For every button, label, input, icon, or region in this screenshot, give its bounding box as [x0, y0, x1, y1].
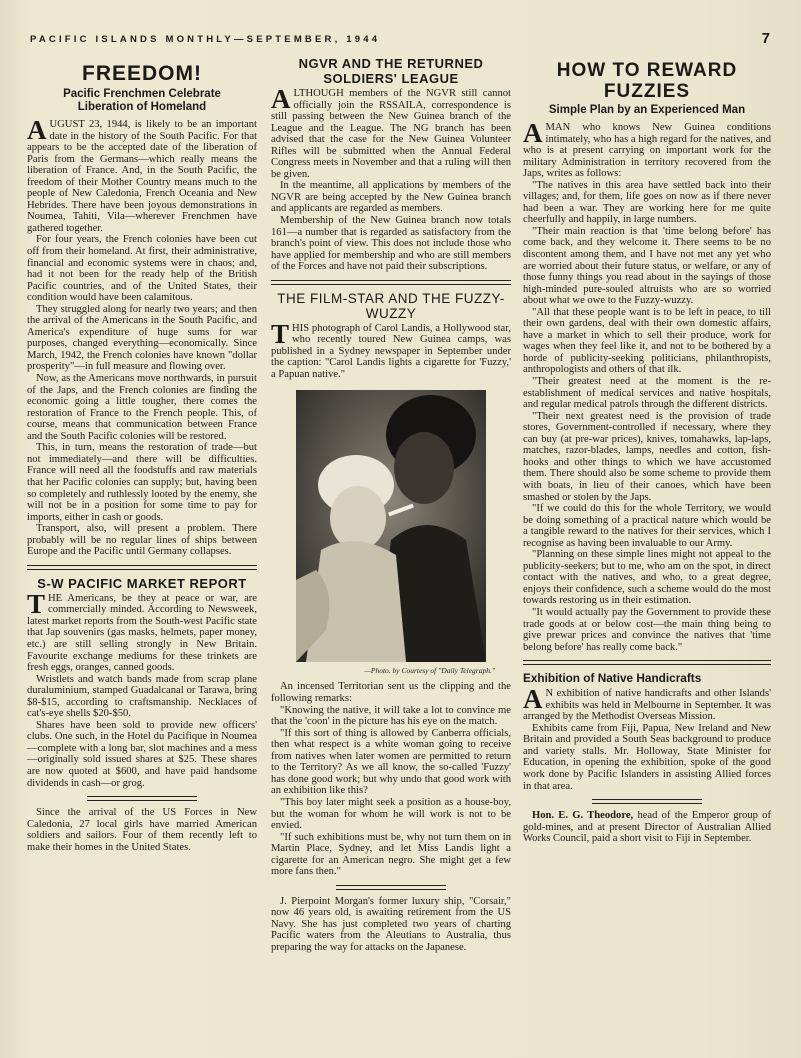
- drop-cap: T: [271, 318, 290, 349]
- fuzzies-paragraph: "All that these people want is to be left in peace, to till their own gardens, deal with their own domestic affairs, have a market in which to sell their produce, work for wages when they feel like it, and not to be bothered by a horde of publicity-seeking politicians, philanthropists, anthropologists and others of that ilk.: [523, 306, 771, 376]
- handicrafts-title: Exhibition of Native Handicrafts: [523, 671, 702, 686]
- drop-cap: A: [523, 118, 543, 148]
- column-right: [523, 56, 771, 845]
- photo-image: [296, 390, 486, 662]
- drop-cap: T: [27, 588, 46, 619]
- ngvr-paragraph: ALTHOUGH members of the NGVR still cannot officially join the RSSAILA, correspondence is still passing between the New Guinea branch of the League and the League. The NG branch has been advised that the case for the New Guinea Volunteer Rifles will be submitted when the Annual Federal Congress meets in November and that a ruling will then be given.: [271, 84, 511, 180]
- divider-rule: [336, 885, 446, 890]
- market-report-title: S-W PACIFIC MARKET REPORT: [37, 575, 247, 591]
- fuzzies-paragraph: "Their greatest need at the moment is the re-establishment of medical services and native hospitals, and regular medical patrols through the different districts.: [523, 376, 771, 411]
- ngvr-paragraph: In the meantime, all applications by members of the NGVR are being accepted by the New Guinea branch and applicants are regarded as members.: [271, 180, 511, 215]
- theodore-item: Hon. E. G. Theodore, head of the Emperor group of gold-mines, and at present Director of Australian Allied Works Council, paid a short visit to Fiji in September.: [523, 810, 771, 845]
- divider-rule: [271, 280, 511, 285]
- market-report-article: [27, 576, 257, 853]
- filmstar-title: THE FILM-STAR AND THE FUZZY-WUZZY: [277, 290, 505, 321]
- drop-cap: A: [27, 115, 47, 145]
- fuzzies-title: HOW TO REWARD FUZZIES: [556, 60, 738, 102]
- freedom-subtitle: Pacific Frenchmen Celebrate Liberation of Homeland: [63, 88, 221, 113]
- filmstar-paragraph: An incensed Territorian sent us the clipping and the following remarks:: [271, 681, 511, 705]
- column-middle: [271, 56, 511, 954]
- morgan-item: J. Pierpoint Morgan's former luxury ship, "Corsair," now 46 years old, is awaiting retirement from the US Navy. She has just completed two years of charting Pacific waters from the Aleutians to Australia, thus preparing the way for attacks on the Japanese.: [271, 895, 511, 953]
- fuzzies-paragraph: "Planning on these simple lines might not appeal to the publicity-seekers; but to me, who am on the spot, in direct contact with the natives, and who, to a great degree, enjoys their confidence, such a scheme would do the most towards restoring us in their estimation.: [523, 549, 771, 607]
- market-paragraph: THE Americans, be they at peace or war, are commercially minded. According to Newsweek, latest market reports from the South-west Pacific state that Jap souvenirs (gas masks, helmets, paper money, etc.) are still selling strongly in New Britain. Favourite exchange mediums for these trinkets are fresh eggs, oranges, canned goods.: [27, 588, 257, 674]
- freedom-paragraph: Transport, also, will present a problem. There probably will be no regular lines of ships between Europe and the Pacific until Germany collapses.: [27, 523, 257, 558]
- theodore-name: Hon. E. G. Theodore,: [532, 810, 634, 822]
- filmstar-intro: THIS photograph of Carol Landis, a Hollywood star, who recently toured New Guinea camps, was published in a Sydney newspaper in September under the caption: "Carol Landis lights a cigarette for 'Fuzzy,' a Papuan native.": [271, 318, 511, 380]
- market-paragraph: Wristlets and watch bands made from scrap plane duraluminium, stamped Guadalcanal or Tarawa, bring $8-$15, according to craftsmanship. Necklaces of cat's-eye shells $20-$50.: [27, 673, 257, 720]
- filmstar-paragraph: "This boy later might seek a position as a house-boy, but the woman for whom he will work is not to be envied.: [271, 796, 511, 832]
- page-number: 7: [761, 30, 770, 47]
- filmstar-paragraph: "Knowing the native, it will take a lot to convince me that the 'coon' in the picture has his eye on the match.: [271, 704, 511, 728]
- filmstar-paragraph: "If this sort of thing is allowed by Canberra officials, then what respect is a white woman going to receive from natives when later women are permitted to return to the Territory? As we all know, the so-called 'Fuzzy' has done good work; but why undo that good work with an exhibition like this?: [271, 727, 511, 797]
- freedom-paragraph: They struggled along for nearly two years; and then the arrival of the Americans in the South Pacific, and America's expenditure of huge sums for war purposes, changed everything—economically. Since March, 1942, the French colonies have known "dollar prosperity"—in full measure and flowing over.: [27, 303, 257, 373]
- page-header: [30, 30, 770, 50]
- ngvr-article: [271, 56, 511, 273]
- divider-rule: [523, 660, 771, 665]
- fuzzies-paragraph: "Their next greatest need is the provision of trade stores, Government-controlled if necessary, where they can buy (at pre-war prices), knives, tomahawks, lap-laps, matches, razor-blades, lamps, needles and cotton, fish-hooks and other things to which we have accustomed them. There should also be some scheme to provide them with boats, in lieu of their canoes, which have been smashed or stolen by the Japs.: [523, 410, 771, 503]
- freedom-title: FREEDOM!: [82, 62, 202, 85]
- drop-cap: A: [523, 684, 543, 715]
- fuzzies-subtitle: Simple Plan by an Experienced Man: [548, 104, 746, 116]
- freedom-paragraph: AUGUST 23, 1944, is likely to be an important date in the history of the South Pacific. For that appears to be the accepted date of the liberation of Paris from the Germans—which really means the liberation of France. And, in the South Pacific, the freedom of their Mother Country means much to the people of New Caledonia, French Oceania and New Hebrides. There have been joyous demonstrations in Noumea, Tahiti, Vila—wherever Frenchmen have gathered together.: [27, 115, 257, 234]
- newspaper-photo: [296, 390, 486, 662]
- market-paragraph: Shares have been sold to provide new officers' clubs. One such, in the Hotel du Pacifique in Noumea—complete with a long bar, slot machines and a mess—originally sold issued shares at $25. These shares are now quoted at $600, and have paid handsome dividends in cash—or grog.: [27, 719, 257, 789]
- divider-rule: [592, 799, 702, 804]
- drop-cap: A: [271, 84, 291, 114]
- fuzzies-paragraph: "It would actually pay the Government to provide these trade goods at or below cost—the main thing being to give prewar prices and convince the natives that 'time belong before' has really come back.": [523, 606, 771, 653]
- freedom-paragraph: Now, as the Americans move northwards, in pursuit of the Japs, and the French colonies are finding the economic going a little tougher, there comes the restoration of France to the French people. This, of course, means that communication between France and the South Pacific colonies will be restored.: [27, 373, 257, 442]
- fuzzies-paragraph: "Their main reaction is that 'time belong before' has come back, and they welcome it. There seems to be no discontent among them, and I have not met any yet who are worried about their future status, or welfare, or any of those funny things you read about in the sayings of those high-minded pure-souled altruists who are so worried about what we owe to the Fuzzy-wuzzy.: [523, 225, 771, 307]
- freedom-paragraph: This, in turn, means the restoration of trade—but not immediately—and there will be difficulties. France will need all the foodstuffs and raw materials that her Pacific colonies can supply; but, having been so completely and ruthlessly looted by the enemy, she will not be in a position for some time to pay for imports, either in cash or goods.: [27, 442, 257, 523]
- running-head: PACIFIC ISLANDS MONTHLY—SEPTEMBER, 1944: [30, 34, 381, 45]
- filmstar-paragraph: "If such exhibitions must be, why not turn them on in Martin Place, Sydney, and let Miss Landis light a cigarette for an American negro. She might get a few more fans then.": [271, 831, 511, 878]
- column-left: [27, 56, 257, 853]
- ngvr-title: NGVR AND THE RETURNED SOLDIERS' LEAGUE: [298, 56, 484, 86]
- freedom-article: [27, 62, 257, 558]
- fuzzies-paragraph: "The natives in this area have settled back into their villages; and, for them, life goes on now as if there never had been a war. They are working here for me quite cheerfully and happily, in large numbers.: [523, 179, 771, 226]
- divider-rule: [87, 796, 197, 801]
- fuzzies-paragraph: "If we could do this for the whole Territory, we would be doing something of a practical nature which would be a tangible reward to the natives for their services, which I recognise as having been invaluable to our Army.: [523, 503, 771, 549]
- freedom-paragraph: For four years, the French colonies have been cut off from their homeland. At first, their administrative, financial and economic systems were in chaos; and, had it not been for the ready help of the British Pacific countries, and of the United States, their condition would have been calamitous.: [27, 234, 257, 304]
- handicrafts-paragraph: Exhibits came from Fiji, Papua, New Ireland and New Britain and provided a South Seas background to produce and variety stalls. Mr. Holloway, State Minister for Education, in opening the exhibition, spoke of the good work done by Pacific Islanders in assisting Allied forces in that area.: [523, 722, 771, 792]
- market-paragraph: Since the arrival of the US Forces in New Caledonia, 27 local girls have married American soldiers and sailors. Four of them recently left to make their homes in the United States.: [27, 807, 257, 853]
- ngvr-paragraph: Membership of the New Guinea branch now totals 161—a number that is regarded as satisfactory from the branch's point of view. This does not include those who have applied for membership and who are still members of the Forces and have not paid their subscriptions.: [271, 215, 511, 273]
- fuzzies-paragraph: AMAN who knows New Guinea conditions intimately, who has a high regard for the natives, and who is at present carrying on important work for the military Administration in territory recovered from the Japs, writes as follows:: [523, 118, 771, 180]
- handicrafts-article: [523, 671, 771, 792]
- fuzzies-article: [523, 60, 771, 653]
- filmstar-article: [271, 291, 511, 878]
- photo-caption: —Photo. by Courtesy of "Daily Telegraph.": [364, 666, 495, 676]
- divider-rule: [27, 565, 257, 570]
- handicrafts-paragraph: A N exhibition of native handicrafts and other Islands' exhibits was held in Melbourne in September. It was arranged by the Methodist Overseas Mission.: [523, 684, 771, 723]
